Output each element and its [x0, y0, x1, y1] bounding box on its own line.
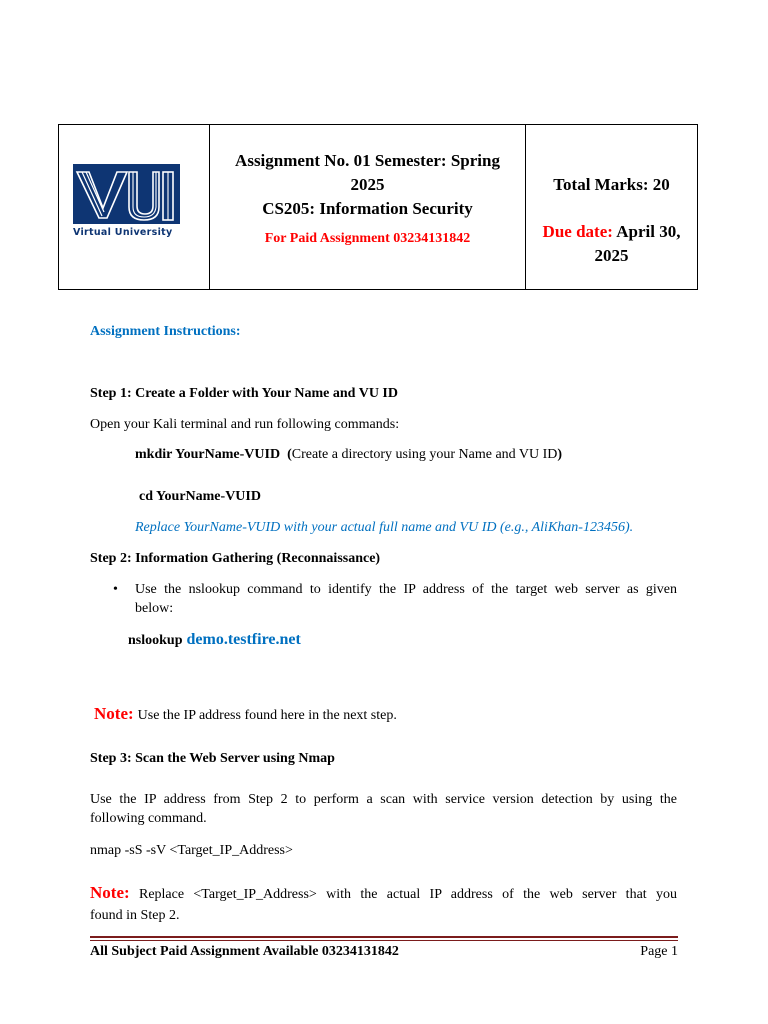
step2-note-label: Note: — [94, 704, 134, 723]
step3-para-line2: following command. — [90, 811, 207, 826]
mkdir-paren-close: ) — [557, 447, 563, 462]
step1-mkdir-line — [135, 445, 562, 464]
course-title: CS205: Information Security — [262, 199, 473, 218]
step2-bullet-line1: Use the nslookup command to identify the IP address of the target web server as given — [135, 582, 677, 597]
step1-intro: Open your Kali terminal and run following commands: — [90, 417, 400, 432]
step2-note — [94, 704, 397, 725]
total-marks: Total Marks: 20 — [553, 175, 670, 194]
due-date-value: April 30, — [616, 222, 681, 241]
step2-note-text: Use the IP address found here in the next step. — [137, 708, 397, 723]
bullet-dot: • — [113, 582, 118, 597]
step2-heading: Step 2: Information Gathering (Reconnaissance) — [90, 551, 381, 566]
marks-cell — [526, 125, 697, 289]
step3-note-line1 — [90, 883, 677, 904]
due-date-label: Due date: — [542, 222, 613, 241]
assignment-title-line2: 2025 — [350, 175, 385, 194]
step3-note-line2: found in Step 2. — [90, 908, 180, 923]
step2-bullet-line2: below: — [135, 601, 174, 616]
page-number: Page 1 — [640, 944, 678, 959]
nslookup-command: nslookup — [128, 633, 183, 648]
step3-para-line1: Use the IP address from Step 2 to perform a scan with service version detection by using the — [90, 792, 677, 807]
vu-logo — [73, 164, 180, 224]
title-cell — [210, 125, 526, 289]
header-table — [58, 124, 698, 290]
instructions-heading: Assignment Instructions: — [90, 324, 241, 339]
nmap-command: nmap -sS -sV <Target_IP_Address> — [90, 843, 293, 858]
step1-heading: Step 1: Create a Folder with Your Name and VU ID — [90, 386, 398, 401]
logo-cell — [59, 125, 210, 289]
assignment-title-line1: Assignment No. 01 Semester: Spring — [235, 151, 500, 170]
footer-rule-thin — [90, 940, 678, 941]
paid-notice: For Paid Assignment 03234131842 — [264, 231, 471, 246]
step3-heading: Step 3: Scan the Web Server using Nmap — [90, 751, 335, 766]
nslookup-line — [128, 631, 301, 649]
due-date-line1 — [526, 220, 697, 244]
mkdir-note: Create a directory using your Name and VU ID — [291, 447, 558, 462]
logo-caption: Virtual University — [73, 227, 173, 238]
step3-note-label: Note: — [90, 883, 130, 902]
cd-command: cd YourName-VUID — [139, 489, 261, 504]
mkdir-command: mkdir YourName-VUID — [135, 447, 281, 462]
mkdir-paren-open: ( — [287, 447, 292, 462]
nslookup-host: demo.testfire.net — [186, 631, 301, 648]
footer-left: All Subject Paid Assignment Available 03234131842 — [90, 944, 399, 959]
vu-logo-mark — [73, 164, 180, 224]
footer-rule-thick — [90, 936, 678, 938]
replace-note: Replace YourName-VUID with your actual full name and VU ID (e.g., AliKhan-123456). — [135, 520, 634, 535]
due-date-line2: 2025 — [594, 246, 629, 265]
step3-note-text: Replace <Target_IP_Address> with the actual IP address of the web server that you — [138, 887, 677, 902]
